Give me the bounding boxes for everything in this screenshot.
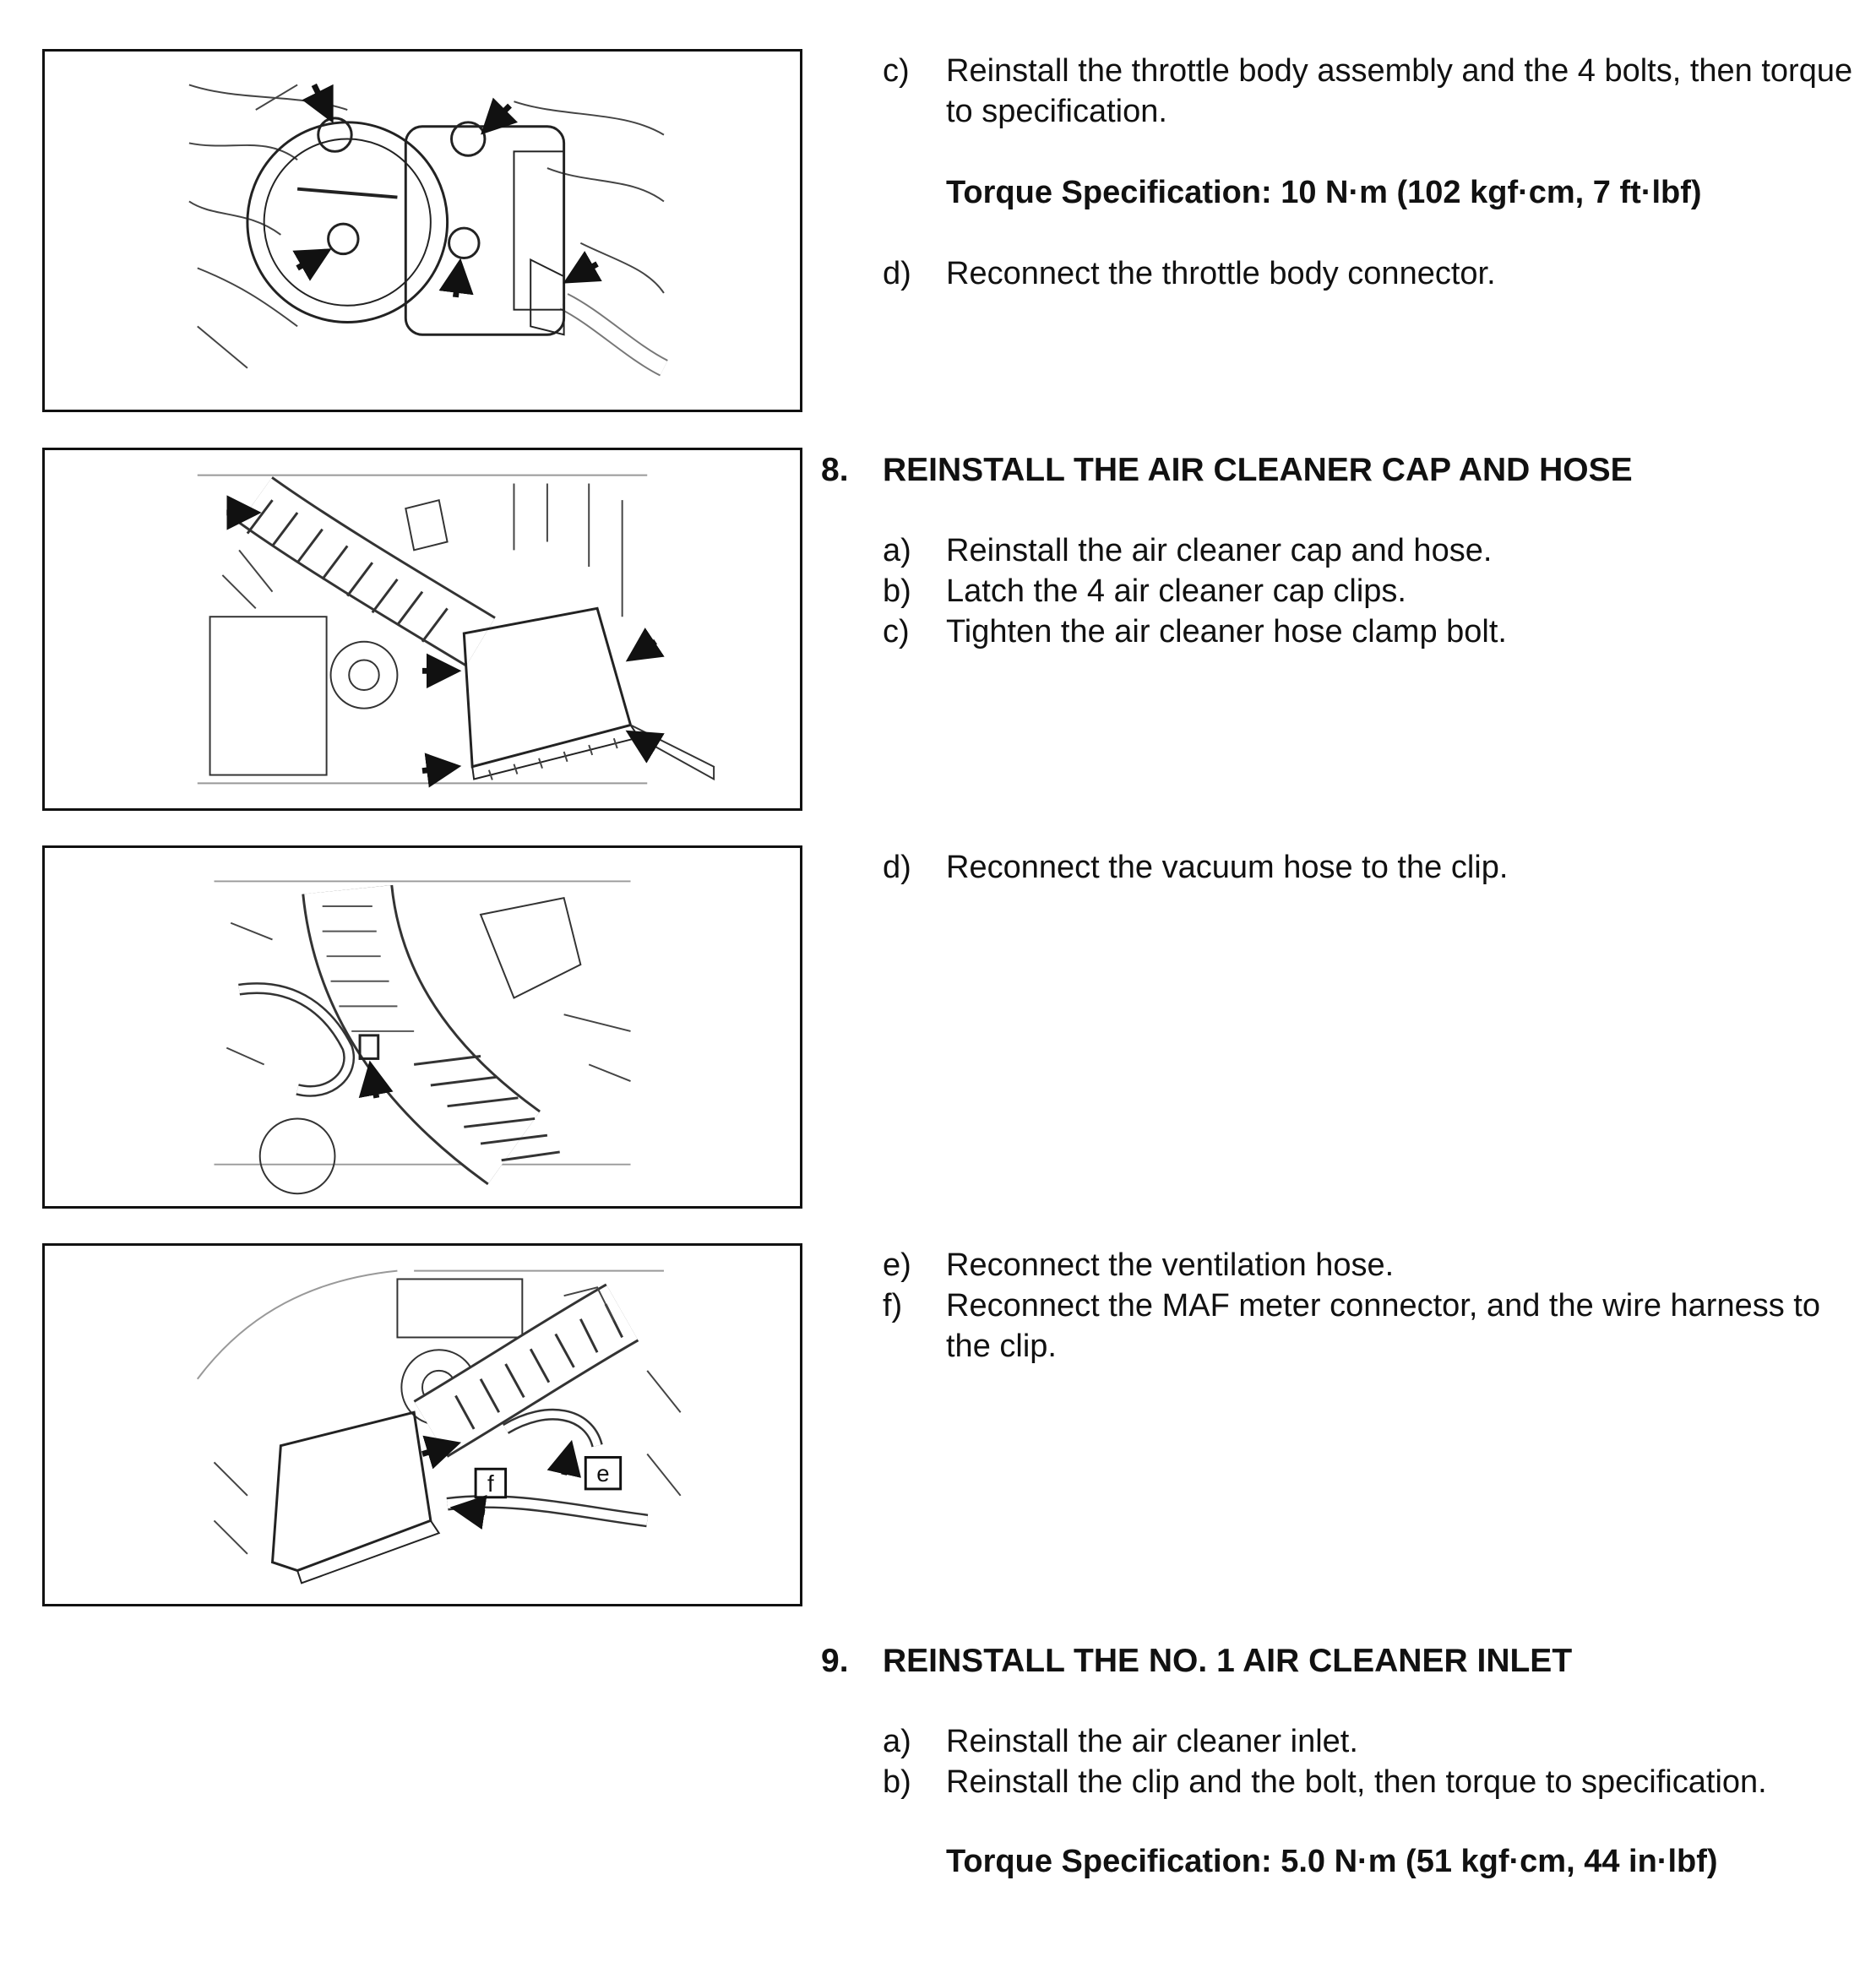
step-text: Reinstall the throttle body assembly and the 4 bolts, then torque to specification. <box>946 53 1853 129</box>
step-marker: d) <box>883 850 911 885</box>
step-text: Reinstall the air cleaner inlet. <box>946 1724 1358 1759</box>
air-cleaner-cap-illustration <box>45 450 800 808</box>
step-marker: b) <box>883 1764 911 1800</box>
figure-vacuum-hose-clip <box>42 845 802 1209</box>
step-text: Reconnect the MAF meter connector, and the wire harness to the clip. <box>946 1288 1820 1364</box>
callout-f-label: f <box>487 1470 494 1497</box>
figure-maf-meter <box>42 1243 802 1606</box>
section-title: REINSTALL THE AIR CLEANER CAP AND HOSE <box>883 452 1633 488</box>
callout-f <box>476 1469 505 1497</box>
step-marker: e) <box>883 1247 911 1283</box>
torque-spec-throttle-body: Torque Specification: 10 N·m (102 kgf·cm, 7 ft·lbf) <box>946 175 1702 210</box>
step-text: Reconnect the ventilation hose. <box>946 1247 1395 1283</box>
step-text: Latch the 4 air cleaner cap clips. <box>946 573 1406 609</box>
callout-e-label: e <box>596 1460 610 1487</box>
throttle-body-illustration <box>45 52 800 410</box>
section-title: REINSTALL THE NO. 1 AIR CLEANER INLET <box>883 1643 1573 1679</box>
figure-throttle-body <box>42 49 802 412</box>
step-marker: a) <box>883 1724 911 1759</box>
step-marker: b) <box>883 573 911 609</box>
step-marker: f) <box>883 1288 903 1323</box>
step-marker: c) <box>883 53 910 89</box>
step-marker: c) <box>883 614 910 649</box>
callout-e <box>585 1457 620 1488</box>
section-number: 8. <box>821 452 849 488</box>
step-text: Reinstall the clip and the bolt, then torque to specification. <box>946 1764 1767 1800</box>
step-text: Reconnect the vacuum hose to the clip. <box>946 850 1509 885</box>
torque-spec-air-cleaner-inlet: Torque Specification: 5.0 N·m (51 kgf·cm, 44 in·lbf) <box>946 1844 1718 1879</box>
figure-air-cleaner-cap <box>42 448 802 811</box>
step-text: Reinstall the air cleaner cap and hose. <box>946 533 1493 568</box>
step-text: Reconnect the throttle body connector. <box>946 256 1496 291</box>
section-number: 9. <box>821 1643 849 1679</box>
maf-meter-illustration <box>45 1246 800 1604</box>
vacuum-hose-clip-illustration <box>45 848 800 1206</box>
step-text: Tighten the air cleaner hose clamp bolt. <box>946 614 1507 649</box>
step-marker: a) <box>883 533 911 568</box>
step-marker: d) <box>883 256 911 291</box>
